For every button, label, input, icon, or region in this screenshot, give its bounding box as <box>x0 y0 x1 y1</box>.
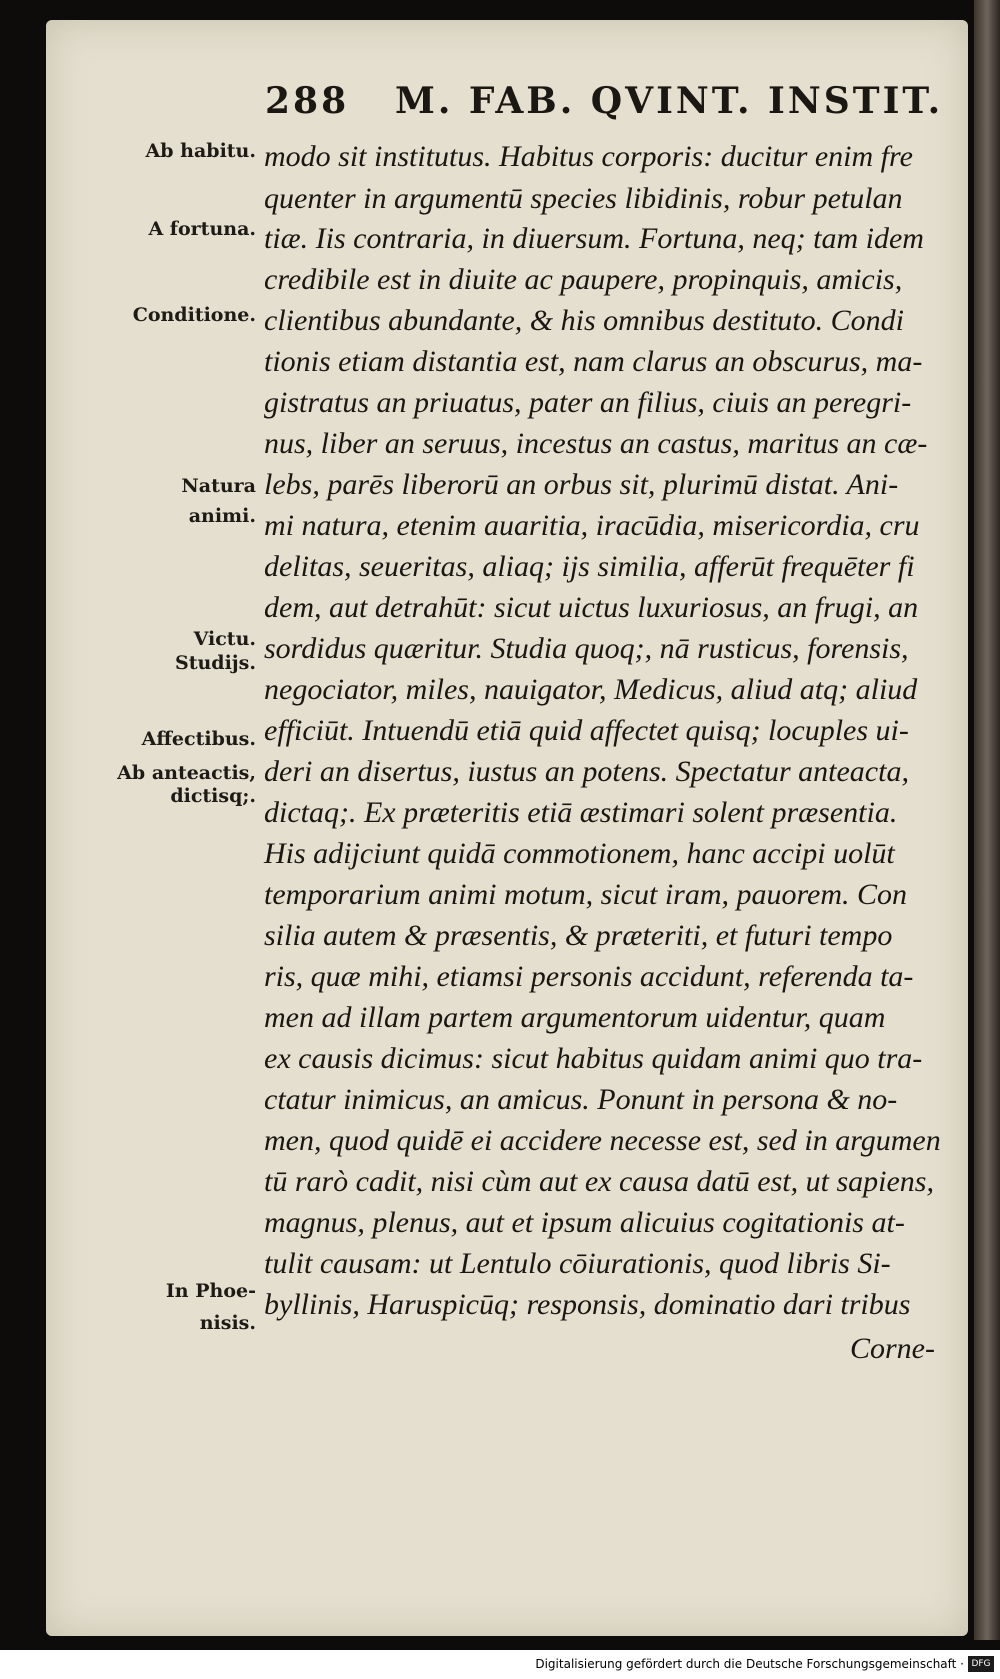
margin-note: Conditione. <box>132 304 256 326</box>
footer-credit: Digitalisierung gefördert durch die Deutsche Forschungsgemeinschaft · <box>535 1657 964 1671</box>
margin-note: Affectibus. <box>141 728 256 750</box>
text-line: efficiūt. Intuendū etiā quid affectet quisq; locuples ui- <box>264 714 909 747</box>
text-line: negociator, miles, nauigator, Medicus, aliud atq; aliud <box>264 673 918 706</box>
text-line: quenter in argumentū species libidinis, robur petulan <box>264 182 903 215</box>
text-line: lebs, parēs liberorū an orbus sit, plurimū distat. Ani- <box>264 468 899 501</box>
margin-note: Ab habitu. <box>145 140 256 162</box>
page-edge <box>974 0 1000 1640</box>
page-number: 288 <box>265 80 350 122</box>
text-line: tū rarò cadit, nisi cùm aut ex causa datū est, ut sapiens, <box>264 1165 934 1198</box>
text-line: byllinis, Haruspicūq; responsis, dominatio dari tribus <box>264 1288 911 1321</box>
text-line: deri an disertus, iustus an potens. Spectatur anteacta, <box>264 755 909 788</box>
text-line: nus, liber an seruus, incestus an castus, maritus an cæ- <box>264 427 928 460</box>
text-line: delitas, seueritas, aliaq; ijs similia, afferūt frequēter fi <box>264 550 915 583</box>
text-line: temporarium animi motum, sicut iram, pauorem. Con <box>264 878 908 911</box>
margin-note: A fortuna. <box>148 218 256 240</box>
text-line: gistratus an priuatus, pater an filius, ciuis an peregri- <box>264 386 912 419</box>
page-header <box>0 80 1000 130</box>
catchword: Corne- <box>850 1332 935 1365</box>
text-line: tulit causam: ut Lentulo cōiurationis, quod libris Si- <box>264 1247 891 1280</box>
text-line: ctatur inimicus, an amicus. Ponunt in persona & no- <box>264 1083 898 1116</box>
text-line: men, quod quidē ei accidere necesse est, sed in argumen <box>264 1124 941 1157</box>
margin-note: Natura <box>181 475 256 497</box>
text-line: clientibus abundante, & his omnibus destituto. Condi <box>264 304 904 337</box>
text-line: mi natura, etenim auaritia, iracūdia, misericordia, cru <box>264 509 920 542</box>
text-line: sordidus quæritur. Studia quoq;, nā rusticus, forensis, <box>264 632 909 665</box>
text-line: His adijciunt quidā commotionem, hanc accipi uolūt <box>264 837 895 870</box>
dfg-logo-icon: DFG <box>968 1656 994 1672</box>
margin-note: In Phoe- <box>165 1280 256 1302</box>
text-line: tionis etiam distantia est, nam clarus an obscurus, ma- <box>264 345 923 378</box>
text-line: men ad illam partem argumentorum uidentur, quam <box>264 1001 886 1034</box>
margin-note: Victu. <box>193 628 256 650</box>
text-line: tiæ. Iis contraria, in diuersum. Fortuna, neq; tam idem <box>264 222 924 255</box>
text-line: magnus, plenus, aut et ipsum alicuius cogitationis at- <box>264 1206 905 1239</box>
text-line: ex causis dicimus: sicut habitus quidam animi quo tra- <box>264 1042 923 1075</box>
running-title: M. FAB. QVINT. INSTIT. <box>395 80 944 122</box>
text-line: ris, quæ mihi, etiamsi personis accidunt, referenda ta- <box>264 960 914 993</box>
margin-note: Ab anteactis, <box>117 762 256 784</box>
text-line: credibile est in diuite ac paupere, propinquis, amicis, <box>264 263 903 296</box>
text-line: silia autem & præsentis, & præteriti, et futuri tempo <box>264 919 893 952</box>
footer-bar <box>0 1650 1000 1679</box>
text-line: dem, aut detrahūt: sicut uictus luxuriosus, an frugi, an <box>264 591 919 624</box>
text-line: dictaq;. Ex præteritis etiā æstimari solent præsentia. <box>264 796 898 829</box>
margin-note: dictisq;. <box>170 785 256 807</box>
margin-note: Studijs. <box>174 652 256 674</box>
text-line: modo sit institutus. Habitus corporis: ducitur enim fre <box>264 140 913 173</box>
margin-note: animi. <box>188 505 256 527</box>
margin-note: nisis. <box>199 1312 256 1334</box>
